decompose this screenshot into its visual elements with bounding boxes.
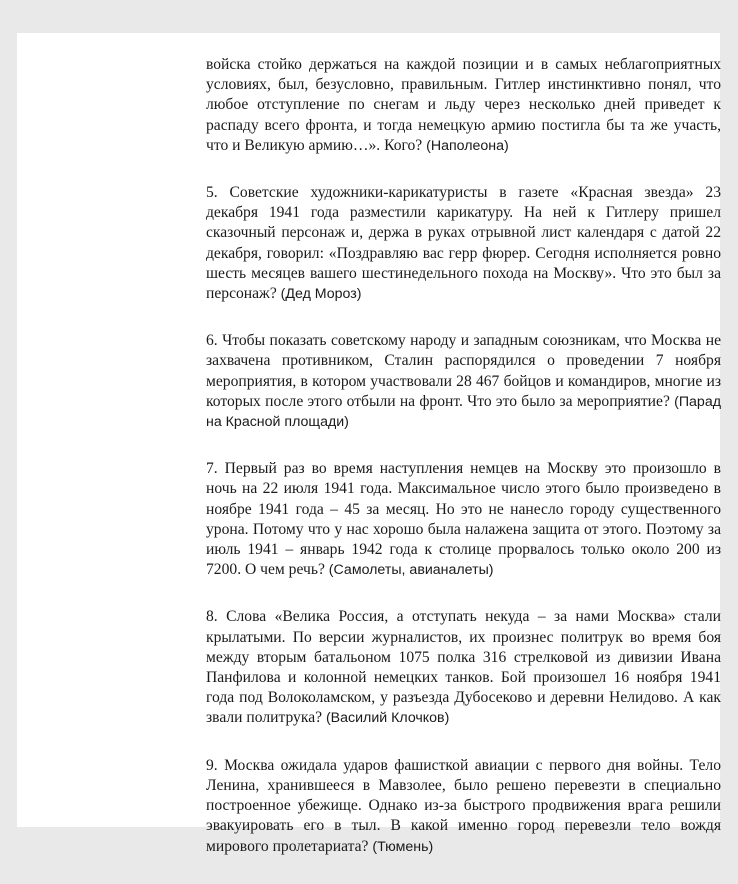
question-paragraph	[206, 55, 721, 156]
question-text: 6. Чтобы показать советскому народу и западным союзникам, что Москва не захвачена противником, Сталин распорядился о проведении 7 ноября мероприятия, в котором участвовали 28 467 бойцов и командиров, многие из которых после этого отбыли на фронт. Что это было за мероприятие?	[206, 332, 721, 410]
question-paragraph	[206, 183, 721, 304]
question-paragraph	[206, 607, 721, 728]
document-page	[17, 33, 721, 855]
question-text: 7. Первый раз во время наступления немцев на Москву это произошло в ночь на 22 июля 1941 года. Максимальное число этого было произведено в ноябре 1941 года – 45 за месяц. Но это не нанесло городу существенного урона. Потому что у нас хорошо была налажена защита от этого. Поэтому за июль 1941 – январь 1942 года к столице прорвалось только около 200 из 7200. О чем речь?	[206, 460, 721, 579]
quiz-text	[206, 55, 721, 884]
question-text: 9. Москва ожидала ударов фашисткой авиации с первого дня войны. Тело Ленина, хранившееся в Мавзолее, было решено перевезти в специально построенное убежище. Однако из-за быстрого продвижения врага решили эвакуировать его в тыл. В какой именно город перевезли тело вождя мирового пролетариата?	[206, 756, 721, 855]
answer-text: (Тюмень)	[372, 838, 434, 855]
question-paragraph	[206, 459, 721, 580]
answer-text: (Василий Клочков)	[325, 710, 450, 727]
answer-text: (Самолеты, авианалеты)	[328, 562, 494, 579]
question-paragraph	[206, 331, 721, 432]
answer-text: (Наполеона)	[426, 137, 509, 154]
answer-text: (Парад на Красной площади)	[206, 393, 721, 431]
question-text: 5. Советские художники-карикатуристы в газете «Красная звезда» 23 декабря 1941 года разместили карикатуру. На ней к Гитлеру пришел сказочный персонаж и, держа в руках отрывной лист календаря с датой 22 декабря, говорил: «Поздравляю вас герр фюрер. Сегодня исполняется ровно шесть месяцев вашего шестинедельного похода на Москву». Что это был за персонаж?	[206, 184, 721, 303]
question-text: 8. Слова «Велика Россия, а отступать некуда – за нами Москва» стали крылатыми. По версии журналистов, их произнес политрук во время боя между вторым батальоном 1075 полка 316 стрелковой из дивизии Ивана Панфилова и колонной немецких танков. Бой произошел 16 ноября 1941 года под Волоколамском, у разъезда Дубосеково и деревни Нелидово. А как звали политрука?	[206, 608, 721, 727]
question-text: войска стойко держаться на каждой позиции и в самых неблагоприятных условиях, был, безусловно, правильным. Гитлер инстинктивно понял, что любое отступление по снегам и льду через несколько дней приведет к распаду всего фронта, и тогда немецкую армию постигла бы та же участь, что и Великую армию…». Кого?	[206, 56, 721, 154]
question-paragraph	[206, 756, 721, 857]
answer-text: (Дед Мороз)	[280, 286, 362, 303]
